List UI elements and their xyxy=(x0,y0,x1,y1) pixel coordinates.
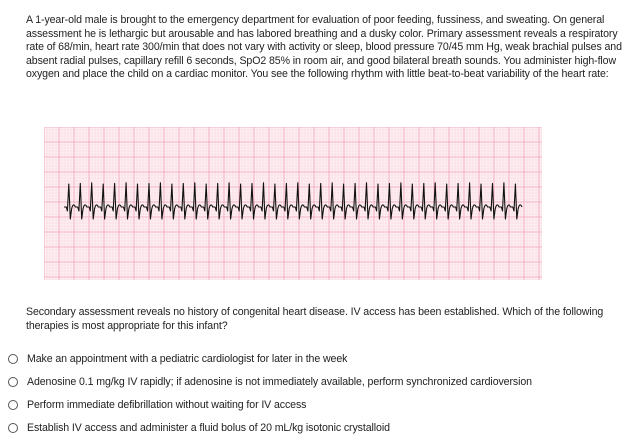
answer-option-label: Perform immediate defibrillation without waiting for IV access xyxy=(27,399,307,411)
answer-option-1[interactable] xyxy=(8,351,628,367)
radio-button[interactable] xyxy=(8,423,18,433)
answer-option-4[interactable] xyxy=(8,420,628,436)
answer-option-label: Establish IV access and administer a fluid bolus of 20 mL/kg isotonic crystalloid xyxy=(27,422,390,434)
answer-option-label: Make an appointment with a pediatric cardiologist for later in the week xyxy=(27,353,348,365)
answer-option-2[interactable] xyxy=(8,374,628,390)
ecg-rhythm-strip xyxy=(44,127,542,280)
radio-button[interactable] xyxy=(8,354,18,364)
question-text: Secondary assessment reveals no history of congenital heart disease. IV access has been established. Which of the following therapies is most appropriate for this infant? xyxy=(26,306,604,332)
radio-button[interactable] xyxy=(8,400,18,410)
answer-option-label: Adenosine 0.1 mg/kg IV rapidly; if adenosine is not immediately available, perform synchronized cardioversion xyxy=(27,376,532,388)
radio-button[interactable] xyxy=(8,377,18,387)
scenario-text: A 1-year-old male is brought to the emergency department for evaluation of poor feeding, fussiness, and sweating. On general assessment he is lethargic but arousable and has labored breathing and a dusky color. Primary assessment reveals a respiratory rate of 68/min, heart rate 300/min that does not vary with activity or sleep, blood pressure 70/45 mm Hg, weak brachial pulses and absent radial pulses, capillary refill 6 seconds, SpO2 85% in room air, and good bilateral breath sounds. You administer high-flow oxygen and place the child on a cardiac monitor. You see the following rhythm with little beat-to-beat variability of the heart rate: xyxy=(26,14,622,81)
answer-option-3[interactable] xyxy=(8,397,628,413)
